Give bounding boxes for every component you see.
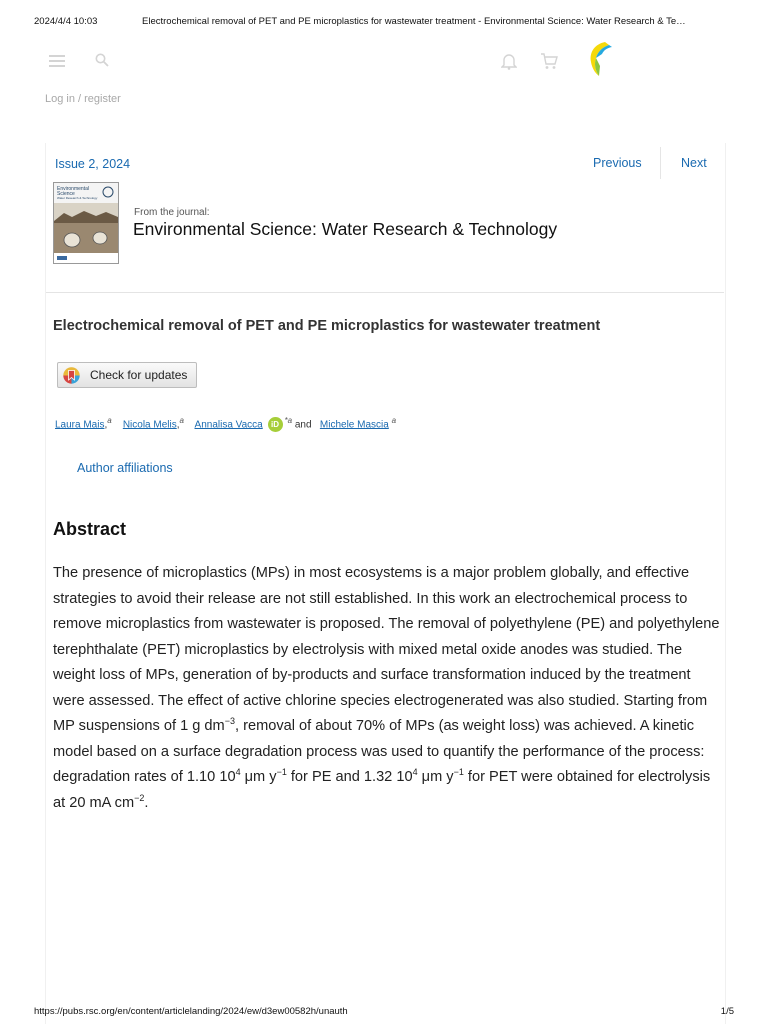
divider bbox=[46, 292, 724, 293]
author-list bbox=[55, 416, 396, 432]
bell-icon[interactable] bbox=[501, 52, 517, 70]
abstract-segment: μm y bbox=[417, 769, 454, 785]
print-page-title: Electrochemical removal of PET and PE microplastics for wastewater treatment - Environmental Science: Water Research & Te… bbox=[142, 16, 686, 27]
abstract-superscript: −1 bbox=[276, 767, 287, 778]
abstract-segment: for PE and 1.32 10 bbox=[286, 769, 413, 785]
print-url: https://pubs.rsc.org/en/content/articlelanding/2024/ew/d3ew00582h/unauth bbox=[34, 1006, 348, 1017]
from-journal-label: From the journal: bbox=[134, 207, 210, 218]
issue-link[interactable]: Issue 2, 2024 bbox=[55, 157, 131, 171]
nav-divider bbox=[660, 147, 661, 179]
rsc-logo-icon[interactable] bbox=[583, 40, 615, 78]
abstract-superscript: −1 bbox=[453, 767, 464, 778]
abstract-text bbox=[53, 561, 723, 816]
affiliation-marker[interactable]: *a bbox=[284, 416, 293, 425]
cover-line-3: Water Research & Technology bbox=[57, 196, 98, 200]
abstract-segment: for PET were obtained for electrolysis at 20 mA cm bbox=[53, 769, 711, 811]
and-label: and bbox=[294, 419, 312, 431]
journal-name-link[interactable]: Environmental Science: Water Research & Technology bbox=[133, 219, 558, 239]
abstract-segment: μm y bbox=[240, 769, 277, 785]
crossmark-icon bbox=[63, 367, 80, 384]
author-separator: , bbox=[104, 419, 108, 431]
journal-cover-image[interactable] bbox=[53, 182, 119, 264]
journal-cover-art bbox=[54, 183, 118, 263]
author-affiliations-toggle[interactable]: Author affiliations bbox=[77, 461, 173, 475]
orcid-icon[interactable]: iD bbox=[268, 417, 283, 432]
abstract-segment: The presence of microplastics (MPs) in most ecosystems is a major problem globally, and effective strategies to avoid their release are not still established. In this work an electrochemical process to remove microplastics from wastewater is proposed. The removal of polyethylene (PE) and polyethylene terephthalate (PET) microplastics by electrolysis with mixed metal oxide anodes was studied. The weight loss of MPs, generation of by-products and surface transformation induced by the treatment were assessed. The effect of active chlorine species electrogenerated was also studied. Starting from MP suspensions of 1 g dm bbox=[53, 565, 720, 734]
previous-link[interactable]: Previous bbox=[593, 156, 642, 170]
article-title: Electrochemical removal of PET and PE microplastics for wastewater treatment bbox=[53, 318, 601, 334]
cover-line-1: Environmental bbox=[57, 186, 89, 192]
abstract-segment: , removal of about 70% of MPs (as weight loss) was achieved. A kinetic model based on a surface degradation process was used to quantify the performance of the process: degradation rates of 1.10 10 bbox=[53, 718, 705, 785]
print-page-number: 1/5 bbox=[720, 1006, 734, 1017]
abstract-superscript: −3 bbox=[224, 716, 235, 727]
author-link[interactable]: Annalisa Vacca bbox=[194, 419, 263, 431]
author-link[interactable]: Michele Mascia bbox=[319, 419, 389, 431]
print-date: 2024/4/4 10:03 bbox=[34, 16, 98, 27]
affiliation-marker[interactable]: a bbox=[107, 416, 112, 425]
abstract-heading: Abstract bbox=[53, 519, 127, 539]
abstract-superscript: 4 bbox=[235, 767, 241, 778]
menu-icon[interactable] bbox=[49, 55, 65, 67]
search-icon[interactable] bbox=[95, 53, 109, 67]
next-link[interactable]: Next bbox=[681, 156, 707, 170]
author-separator: , bbox=[176, 419, 180, 431]
author-link[interactable]: Laura Mais bbox=[55, 419, 105, 431]
abstract-superscript: −2 bbox=[134, 792, 145, 803]
cart-icon[interactable] bbox=[540, 52, 558, 70]
abstract-segment: . bbox=[144, 794, 149, 811]
check-for-updates-button[interactable] bbox=[57, 362, 197, 388]
affiliation-marker[interactable]: a bbox=[391, 416, 397, 425]
author-link[interactable]: Nicola Melis bbox=[122, 419, 177, 431]
login-register-link[interactable]: Log in / register bbox=[45, 93, 121, 105]
check-for-updates-label: Check for updates bbox=[90, 368, 188, 382]
abstract-superscript: 4 bbox=[412, 767, 418, 778]
cover-line-2: Science bbox=[57, 191, 75, 197]
affiliation-marker[interactable]: a bbox=[179, 416, 184, 425]
